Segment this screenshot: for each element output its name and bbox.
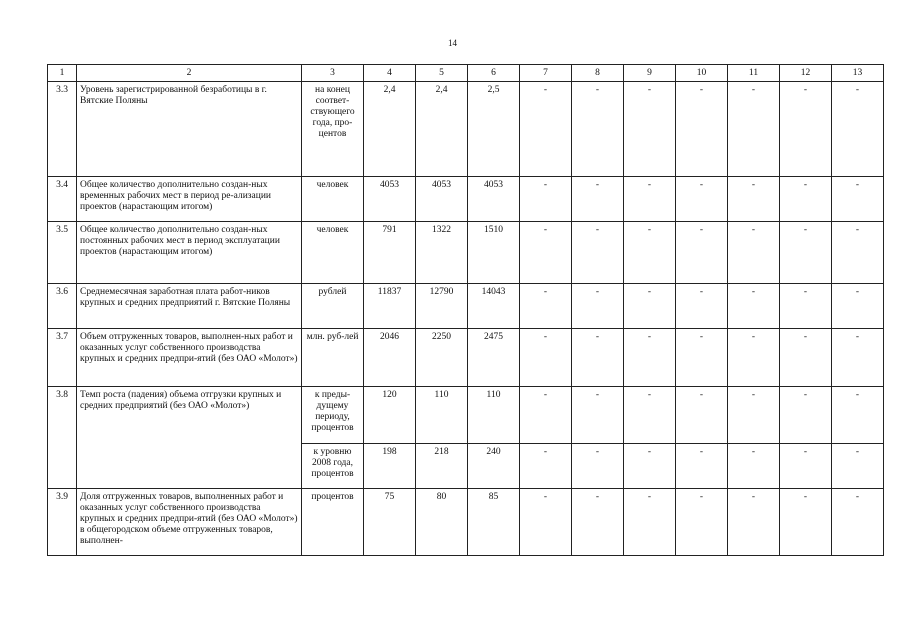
unit-cell: процентов xyxy=(302,489,364,556)
empty-value-cell: - xyxy=(780,387,832,444)
table-header-row xyxy=(48,65,884,82)
empty-value-cell: - xyxy=(832,284,884,329)
value-cell: 12790 xyxy=(416,284,468,329)
empty-value-cell: - xyxy=(676,222,728,284)
empty-value-cell: - xyxy=(572,329,624,387)
empty-value-cell: - xyxy=(624,489,676,556)
empty-value-cell: - xyxy=(520,387,572,444)
empty-value-cell: - xyxy=(676,444,728,489)
value-cell: 198 xyxy=(364,444,416,489)
empty-value-cell: - xyxy=(780,489,832,556)
unit-cell: на конец соответ-ствующего года, про-центов xyxy=(302,82,364,177)
empty-value-cell: - xyxy=(832,82,884,177)
value-cell: 4053 xyxy=(468,177,520,222)
empty-value-cell: - xyxy=(520,444,572,489)
row-number: 3.7 xyxy=(48,329,77,387)
empty-value-cell: - xyxy=(832,329,884,387)
empty-value-cell: - xyxy=(572,387,624,444)
empty-value-cell: - xyxy=(676,329,728,387)
unit-cell: человек xyxy=(302,177,364,222)
empty-value-cell: - xyxy=(572,222,624,284)
value-cell: 80 xyxy=(416,489,468,556)
unit-cell: к преды-дущему периоду, процентов xyxy=(302,387,364,444)
indicator-name: Общее количество дополнительно создан-ных постоянных рабочих мест в период эксплуатации проектов (нарастающим итогом) xyxy=(77,222,302,284)
unit-cell: млн. руб-лей xyxy=(302,329,364,387)
empty-value-cell: - xyxy=(624,82,676,177)
empty-value-cell: - xyxy=(624,284,676,329)
value-cell: 85 xyxy=(468,489,520,556)
indicator-name: Уровень зарегистрированной безработицы в г. Вятские Поляны xyxy=(77,82,302,177)
header-cell: 2 xyxy=(77,65,302,82)
page-number: 14 xyxy=(448,38,457,48)
row-number: 3.5 xyxy=(48,222,77,284)
empty-value-cell: - xyxy=(624,387,676,444)
empty-value-cell: - xyxy=(624,444,676,489)
table-row xyxy=(48,284,884,329)
unit-cell: рублей xyxy=(302,284,364,329)
header-cell: 12 xyxy=(780,65,832,82)
value-cell: 2250 xyxy=(416,329,468,387)
value-cell: 2475 xyxy=(468,329,520,387)
row-number: 3.6 xyxy=(48,284,77,329)
value-cell: 75 xyxy=(364,489,416,556)
empty-value-cell: - xyxy=(572,489,624,556)
empty-value-cell: - xyxy=(780,82,832,177)
value-cell: 4053 xyxy=(364,177,416,222)
empty-value-cell: - xyxy=(832,387,884,444)
empty-value-cell: - xyxy=(780,222,832,284)
header-cell: 9 xyxy=(624,65,676,82)
empty-value-cell: - xyxy=(520,489,572,556)
empty-value-cell: - xyxy=(780,444,832,489)
row-number: 3.9 xyxy=(48,489,77,556)
table-row xyxy=(48,489,884,556)
value-cell: 218 xyxy=(416,444,468,489)
empty-value-cell: - xyxy=(832,177,884,222)
table-row xyxy=(48,387,884,444)
empty-value-cell: - xyxy=(624,177,676,222)
empty-value-cell: - xyxy=(728,444,780,489)
table-row xyxy=(48,329,884,387)
value-cell: 1322 xyxy=(416,222,468,284)
header-cell: 10 xyxy=(676,65,728,82)
value-cell: 14043 xyxy=(468,284,520,329)
value-cell: 120 xyxy=(364,387,416,444)
header-cell: 3 xyxy=(302,65,364,82)
row-number: 3.8 xyxy=(48,387,77,489)
indicator-table xyxy=(47,64,884,556)
empty-value-cell: - xyxy=(780,177,832,222)
empty-value-cell: - xyxy=(728,329,780,387)
empty-value-cell: - xyxy=(832,444,884,489)
value-cell: 4053 xyxy=(416,177,468,222)
empty-value-cell: - xyxy=(572,82,624,177)
value-cell: 2,4 xyxy=(416,82,468,177)
indicator-name: Общее количество дополнительно создан-ных временных рабочих мест в период ре-ализации проектов (нарастающим итогом) xyxy=(77,177,302,222)
empty-value-cell: - xyxy=(676,177,728,222)
empty-value-cell: - xyxy=(520,82,572,177)
value-cell: 110 xyxy=(468,387,520,444)
value-cell: 2,4 xyxy=(364,82,416,177)
empty-value-cell: - xyxy=(780,284,832,329)
indicator-name: Доля отгруженных товаров, выполненных работ и оказанных услуг собственного производства крупных и средних предпри-ятий (без ОАО «Молот») в общегородском объеме отгруженных товаров, выполнен- xyxy=(77,489,302,556)
empty-value-cell: - xyxy=(728,489,780,556)
value-cell: 240 xyxy=(468,444,520,489)
table-row xyxy=(48,177,884,222)
unit-cell: к уровню 2008 года, процентов xyxy=(302,444,364,489)
empty-value-cell: - xyxy=(676,387,728,444)
indicator-name: Среднемесячная заработная плата работ-ников крупных и средних предприятий г. Вятские Поляны xyxy=(77,284,302,329)
value-cell: 11837 xyxy=(364,284,416,329)
header-cell: 11 xyxy=(728,65,780,82)
empty-value-cell: - xyxy=(520,222,572,284)
row-number: 3.4 xyxy=(48,177,77,222)
empty-value-cell: - xyxy=(832,222,884,284)
header-cell: 6 xyxy=(468,65,520,82)
header-cell: 4 xyxy=(364,65,416,82)
empty-value-cell: - xyxy=(676,489,728,556)
empty-value-cell: - xyxy=(728,387,780,444)
empty-value-cell: - xyxy=(624,222,676,284)
row-number: 3.3 xyxy=(48,82,77,177)
value-cell: 1510 xyxy=(468,222,520,284)
header-cell: 1 xyxy=(48,65,77,82)
empty-value-cell: - xyxy=(520,284,572,329)
header-cell: 8 xyxy=(572,65,624,82)
indicator-name: Темп роста (падения) объема отгрузки крупных и средних предприятий (без ОАО «Молот») xyxy=(77,387,302,489)
empty-value-cell: - xyxy=(780,329,832,387)
empty-value-cell: - xyxy=(728,284,780,329)
table-row xyxy=(48,82,884,177)
value-cell: 110 xyxy=(416,387,468,444)
empty-value-cell: - xyxy=(728,222,780,284)
value-cell: 2046 xyxy=(364,329,416,387)
table-row xyxy=(48,222,884,284)
empty-value-cell: - xyxy=(520,177,572,222)
empty-value-cell: - xyxy=(572,444,624,489)
empty-value-cell: - xyxy=(520,329,572,387)
value-cell: 791 xyxy=(364,222,416,284)
empty-value-cell: - xyxy=(676,284,728,329)
empty-value-cell: - xyxy=(624,329,676,387)
empty-value-cell: - xyxy=(572,284,624,329)
indicator-name: Объем отгруженных товаров, выполнен-ных работ и оказанных услуг собственного производства крупных и средних предпри-ятий (без ОАО «Молот») xyxy=(77,329,302,387)
value-cell: 2,5 xyxy=(468,82,520,177)
empty-value-cell: - xyxy=(676,82,728,177)
unit-cell: человек xyxy=(302,222,364,284)
empty-value-cell: - xyxy=(728,82,780,177)
empty-value-cell: - xyxy=(728,177,780,222)
header-cell: 5 xyxy=(416,65,468,82)
header-cell: 7 xyxy=(520,65,572,82)
empty-value-cell: - xyxy=(832,489,884,556)
empty-value-cell: - xyxy=(572,177,624,222)
header-cell: 13 xyxy=(832,65,884,82)
